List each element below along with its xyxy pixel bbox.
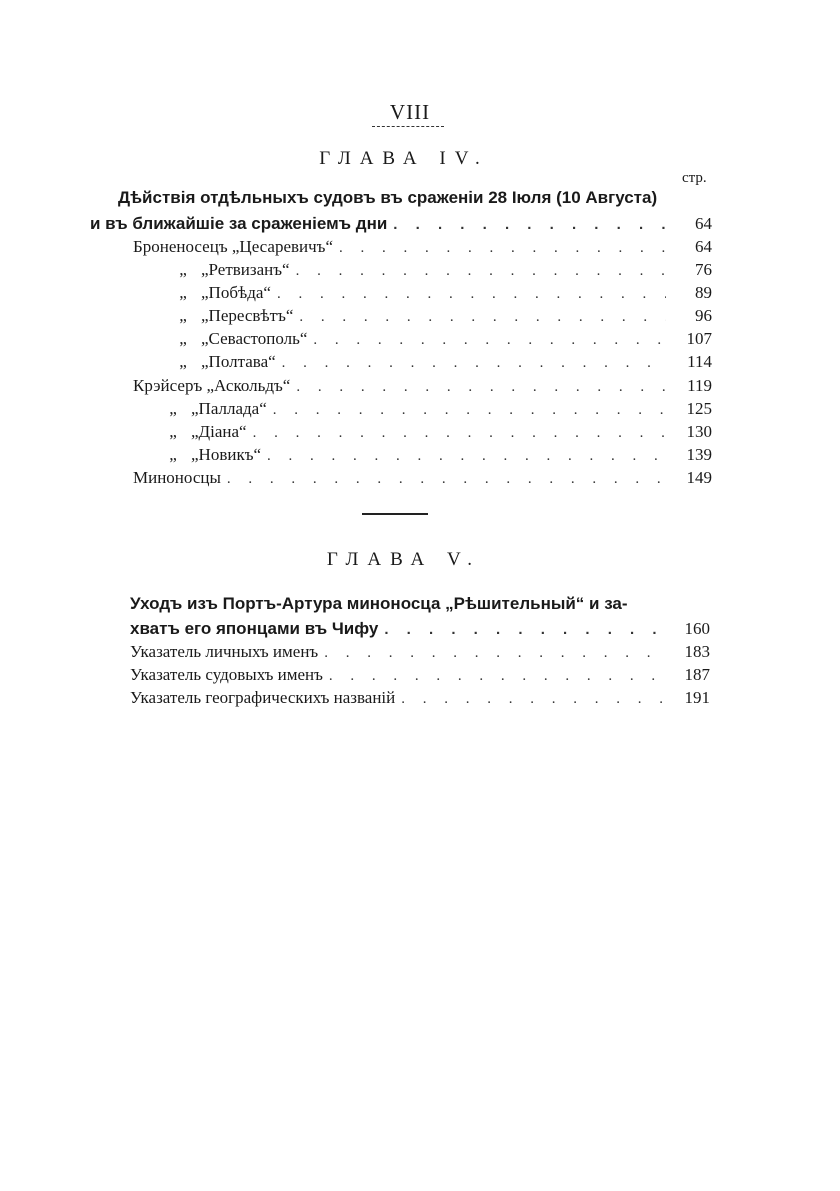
leader-dots: [271, 286, 666, 303]
leader-dots: [307, 332, 666, 349]
entry-name: „Пересвѣтъ“: [201, 306, 294, 325]
toc-entry: [130, 665, 710, 689]
entry-prefix: Миноносцы: [133, 468, 221, 487]
page-ref: 187: [684, 665, 710, 684]
leader-dots: [378, 621, 664, 638]
toc-entry: [133, 376, 712, 400]
toc-entry: [155, 422, 712, 446]
toc-entry: [133, 468, 712, 492]
page-number: VIII: [389, 100, 431, 124]
leader-dots: [267, 402, 666, 419]
page-ref: 64: [695, 214, 712, 233]
toc-entry: [165, 283, 712, 307]
entry-label: Указатель личныхъ именъ: [130, 642, 319, 661]
page-ref: 114: [687, 352, 712, 371]
chapter-5-title: ГЛАВА V.: [326, 549, 482, 570]
leader-dots: [261, 448, 666, 465]
toc-entry: [130, 642, 710, 666]
page-ref: 107: [686, 329, 712, 348]
entry-label: Указатель судовыхъ именъ: [130, 665, 323, 684]
ditto-mark: „: [179, 260, 187, 279]
toc-entry: [130, 688, 710, 712]
page-number-underline: [372, 126, 444, 127]
chapter-4-heading-line2-row: [90, 214, 712, 238]
entry-name: „Ретвизанъ“: [201, 260, 290, 279]
leader-dots: [221, 471, 666, 488]
page-ref: 64: [695, 237, 712, 256]
page-ref: 125: [686, 399, 712, 418]
toc-entry: [133, 237, 712, 261]
leader-dots: [333, 240, 666, 257]
page-ref: 139: [686, 445, 712, 464]
section-divider: [362, 513, 428, 515]
leader-dots: [318, 645, 664, 662]
page-column-label: стр.: [682, 170, 707, 186]
toc-entry: [165, 260, 712, 284]
page-ref: 119: [687, 376, 712, 395]
ditto-mark: „: [179, 283, 187, 302]
toc-entry: [165, 329, 712, 353]
page-ref: 76: [695, 260, 712, 279]
page-ref: 130: [686, 422, 712, 441]
chapter-5-heading-line2-row: [130, 619, 710, 643]
page-ref: 149: [686, 468, 712, 487]
entry-prefix: Броненосецъ: [133, 237, 228, 256]
ditto-mark: „: [179, 352, 187, 371]
chapter-4-heading-line1: Дѣйствія отдѣльныхъ судовъ въ сраженіи 28 Іюля (10 Августа): [118, 188, 658, 207]
entry-name: „Аскольдъ“: [206, 376, 291, 395]
toc-entry: [165, 306, 712, 330]
leader-dots: [290, 379, 666, 396]
ditto-mark: „: [179, 306, 187, 325]
entry-name: „Діана“: [191, 422, 247, 441]
entry-name: „Паллада“: [191, 399, 267, 418]
ditto-mark: „: [169, 445, 177, 464]
chapter-4-heading-line2: и въ ближайшіе за сраженіемъ дни: [90, 214, 388, 233]
entry-label: Указатель географическихъ названій: [130, 688, 396, 707]
entry-name: „Новикъ“: [191, 445, 262, 464]
ditto-mark: „: [169, 399, 177, 418]
page-ref: 96: [695, 306, 712, 325]
chapter-5-heading-line2: хватъ его японцами въ Чифу: [130, 619, 379, 638]
ditto-mark: „: [179, 329, 187, 348]
leader-dots: [387, 216, 666, 233]
page-ref: 183: [684, 642, 710, 661]
leader-dots: [395, 691, 664, 708]
entry-name: „Цесаревичъ“: [231, 237, 334, 256]
toc-entry: [155, 399, 712, 423]
chapter-5-heading-line1: Уходъ изъ Портъ-Артура миноносца „Рѣшительный“ и за-: [130, 594, 628, 613]
leader-dots: [247, 425, 666, 442]
entry-name: „Севастополь“: [201, 329, 308, 348]
leader-dots: [293, 309, 666, 326]
chapter-4-title: ГЛАВА IV.: [319, 148, 489, 169]
entry-name: „Побѣда“: [201, 283, 271, 302]
toc-entry: [155, 445, 712, 469]
page-ref: 89: [695, 283, 712, 302]
toc-entry: [165, 352, 712, 376]
page-ref: 160: [684, 619, 710, 638]
ditto-mark: „: [169, 422, 177, 441]
leader-dots: [276, 355, 666, 372]
entry-name: „Полтава“: [201, 352, 276, 371]
leader-dots: [290, 263, 666, 280]
entry-prefix: Крэйсеръ: [133, 376, 203, 395]
leader-dots: [323, 668, 664, 685]
page-ref: 191: [684, 688, 710, 707]
